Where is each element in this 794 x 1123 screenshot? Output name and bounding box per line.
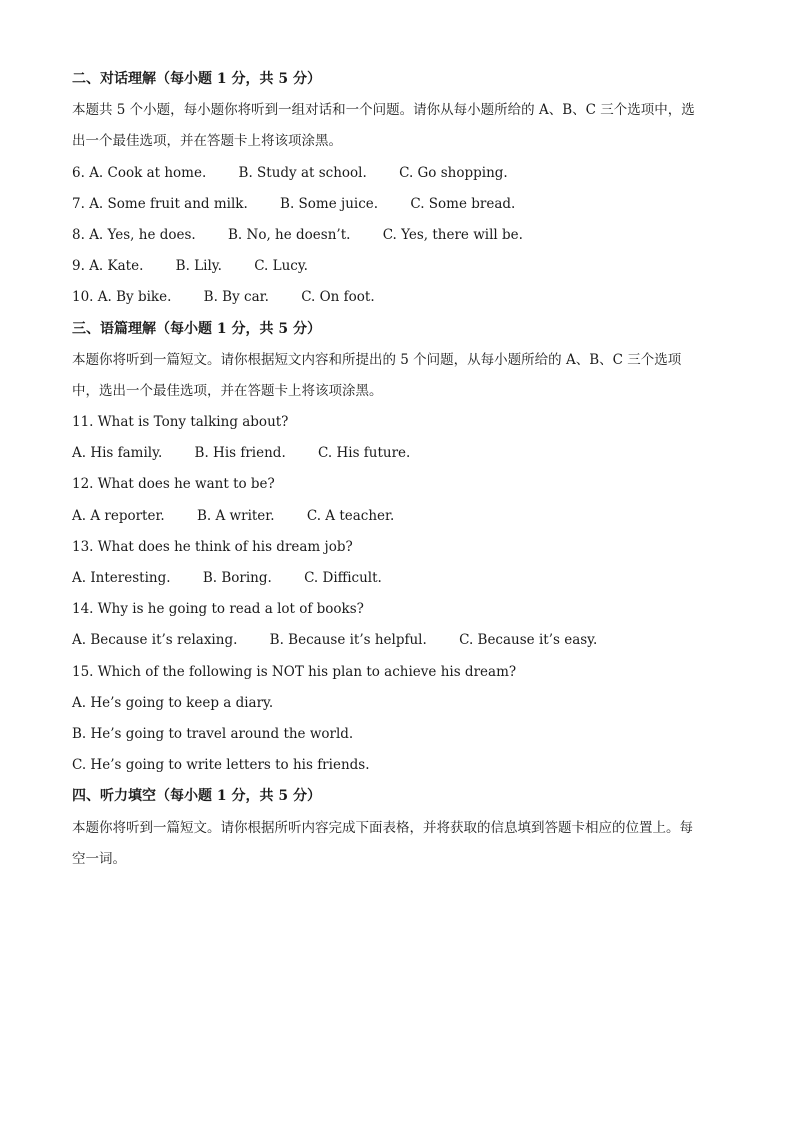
option-c: C. Difficult. [304,570,382,586]
question-number: 10. [72,289,94,306]
option-c: C. Some bread. [410,195,516,212]
question-15-stem: 15. Which of the following is NOT his plan to achieve his dream? [72,663,517,680]
question-number: 9. [72,258,85,275]
question-8 [72,220,732,251]
option-b: B. Study at school. [238,164,367,181]
option-c: C. On foot. [301,289,375,306]
option-a: A. His family. [72,445,163,462]
question-6 [72,158,732,189]
question-12-options [72,501,732,532]
option-b: B. No, he doesn’t. [228,226,351,243]
option-a: A. Cook at home. [89,164,207,181]
question-14-stem: 14. Why is he going to read a lot of books? [72,601,364,618]
option-b: B. Because it’s helpful. [269,632,427,649]
section4-heading: 四、听力填空（每小题 1 分，共 5 分） [72,788,321,805]
option-a: A. Kate. [89,258,144,275]
question-15-option-b: B. He’s going to travel around the world. [72,725,354,742]
section3-instruction: 本题你将听到一篇短文。请你根据短文内容和所提出的 5 个问题，从每小题所给的 A、B、C 三个选项 [72,351,682,368]
option-a: A. Because it’s relaxing. [72,632,238,649]
section3-heading: 三、语篇理解（每小题 1 分，共 5 分） [72,320,321,337]
option-b: B. Some juice. [280,195,379,212]
question-12-stem: 12. What does he want to be? [72,476,275,493]
question-11-stem: 11. What is Tony talking about? [72,414,289,431]
question-13-stem: 13. What does he think of his dream job? [72,538,353,555]
option-c: C. Because it’s easy. [459,632,598,649]
option-b: B. His friend. [194,445,286,462]
option-b: B. Lily. [175,258,222,275]
option-a: A. A reporter. [72,507,165,524]
section2-instruction: 本题共 5 个小题，每小题你将听到一组对话和一个问题。请你从每小题所给的 A、B、C 三个选项中，选 [72,102,695,119]
question-15-option-a: A. He’s going to keep a diary. [72,694,274,711]
question-10 [72,282,732,313]
question-9 [72,251,732,282]
question-14-options [72,625,732,656]
option-c: C. Go shopping. [399,164,508,181]
question-number: 8. [72,226,85,243]
question-13-options [72,563,732,594]
option-a: A. By bike. [97,289,172,306]
option-a: A. Interesting. [72,570,171,586]
exam-page [72,64,732,875]
option-c: C. A teacher. [306,507,395,524]
option-c: C. Lucy. [254,258,308,275]
option-c: C. Yes, there will be. [382,226,523,243]
option-b: B. By car. [203,289,269,306]
question-11-options [72,438,732,469]
option-b: B. A writer. [197,507,275,524]
section4-instruction-cont: 空一词。 [72,850,126,867]
question-7 [72,189,732,220]
section2-instruction-cont: 出一个最佳选项，并在答题卡上将该项涂黑。 [72,133,342,150]
section2-heading: 二、对话理解（每小题 1 分，共 5 分） [72,71,321,87]
section3-instruction-cont: 中，选出一个最佳选项，并在答题卡上将该项涂黑。 [72,382,383,399]
question-15-option-c: C. He’s going to write letters to his friends. [72,757,370,774]
option-c: C. His future. [318,445,411,462]
option-b: B. Boring. [202,570,272,586]
option-a: A. Some fruit and milk. [89,195,248,212]
section4-instruction: 本题你将听到一篇短文。请你根据所听内容完成下面表格，并将获取的信息填到答题卡相应的位置上。每 [72,819,693,836]
option-a: A. Yes, he does. [89,226,196,243]
question-number: 7. [72,195,85,212]
question-number: 6. [72,164,85,181]
